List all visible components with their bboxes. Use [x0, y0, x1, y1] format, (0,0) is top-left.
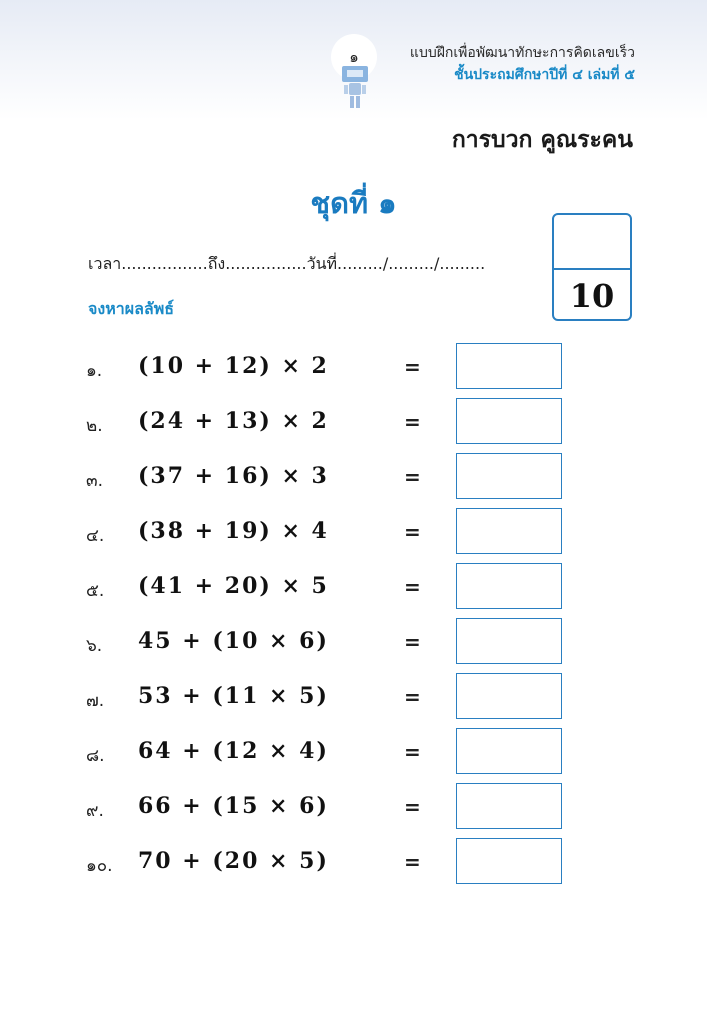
- problem-row: [0, 783, 707, 833]
- book-subtitle: ชั้นประถมศึกษาปีที่ ๔ เล่มที่ ๕: [454, 67, 635, 83]
- problem-row: [0, 398, 707, 448]
- equals-sign: =: [404, 740, 421, 764]
- time-date-line: เวลา.................ถึง................วันที่........./........./.........: [88, 254, 486, 273]
- topic-title: การบวก คูณระคน: [451, 127, 633, 153]
- problem-row: [0, 508, 707, 558]
- answer-box[interactable]: [456, 508, 562, 554]
- problem-expression: (10 + 12) × 2: [138, 353, 329, 379]
- problem-number: ๙.: [86, 801, 104, 821]
- problem-number: ๒.: [86, 416, 103, 436]
- problem-row: [0, 453, 707, 503]
- problem-expression: (37 + 16) × 3: [138, 463, 329, 489]
- problem-row: [0, 618, 707, 668]
- score-total: 10: [569, 276, 615, 315]
- problem-row: [0, 838, 707, 888]
- equals-sign: =: [404, 630, 421, 654]
- problem-number: ๕.: [86, 581, 105, 601]
- equals-sign: =: [404, 520, 421, 544]
- equals-sign: =: [404, 410, 421, 434]
- problem-number: ๗.: [86, 691, 105, 711]
- answer-box[interactable]: [456, 563, 562, 609]
- problem-expression: 45 + (10 × 6): [138, 628, 329, 654]
- answer-box[interactable]: [456, 838, 562, 884]
- page-number: ๑: [331, 34, 377, 80]
- answer-box[interactable]: [456, 783, 562, 829]
- instruction: จงหาผลลัพธ์: [88, 299, 175, 318]
- problem-row: [0, 343, 707, 393]
- problem-expression: 53 + (11 × 5): [138, 683, 329, 709]
- problem-expression: (24 + 13) × 2: [138, 408, 329, 434]
- problem-row: [0, 673, 707, 723]
- equals-sign: =: [404, 685, 421, 709]
- score-blank[interactable]: [554, 215, 630, 270]
- equals-sign: =: [404, 465, 421, 489]
- answer-box[interactable]: [456, 343, 562, 389]
- answer-box[interactable]: [456, 618, 562, 664]
- book-title: แบบฝึกเพื่อพัฒนาทักษะการคิดเลขเร็ว: [409, 45, 635, 61]
- problem-expression: 66 + (15 × 6): [138, 793, 329, 819]
- set-title: ชุดที่ ๑: [310, 186, 397, 220]
- problem-expression: (38 + 19) × 4: [138, 518, 329, 544]
- problem-number: ๑.: [86, 361, 103, 381]
- problem-row: [0, 728, 707, 778]
- robot-mascot-icon: [338, 66, 372, 112]
- equals-sign: =: [404, 850, 421, 874]
- answer-box[interactable]: [456, 728, 562, 774]
- problem-number: ๓.: [86, 471, 104, 491]
- equals-sign: =: [404, 795, 421, 819]
- problem-number: ๑๐.: [86, 856, 113, 876]
- problem-number: ๘.: [86, 746, 105, 766]
- equals-sign: =: [404, 355, 421, 379]
- problem-number: ๖.: [86, 636, 103, 656]
- answer-box[interactable]: [456, 398, 562, 444]
- problem-expression: 70 + (20 × 5): [138, 848, 329, 874]
- problem-expression: (41 + 20) × 5: [138, 573, 329, 599]
- problem-expression: 64 + (12 × 4): [138, 738, 329, 764]
- answer-box[interactable]: [456, 453, 562, 499]
- answer-box[interactable]: [456, 673, 562, 719]
- equals-sign: =: [404, 575, 421, 599]
- problem-number: ๔.: [86, 526, 105, 546]
- problem-row: [0, 563, 707, 613]
- score-box: [552, 213, 632, 321]
